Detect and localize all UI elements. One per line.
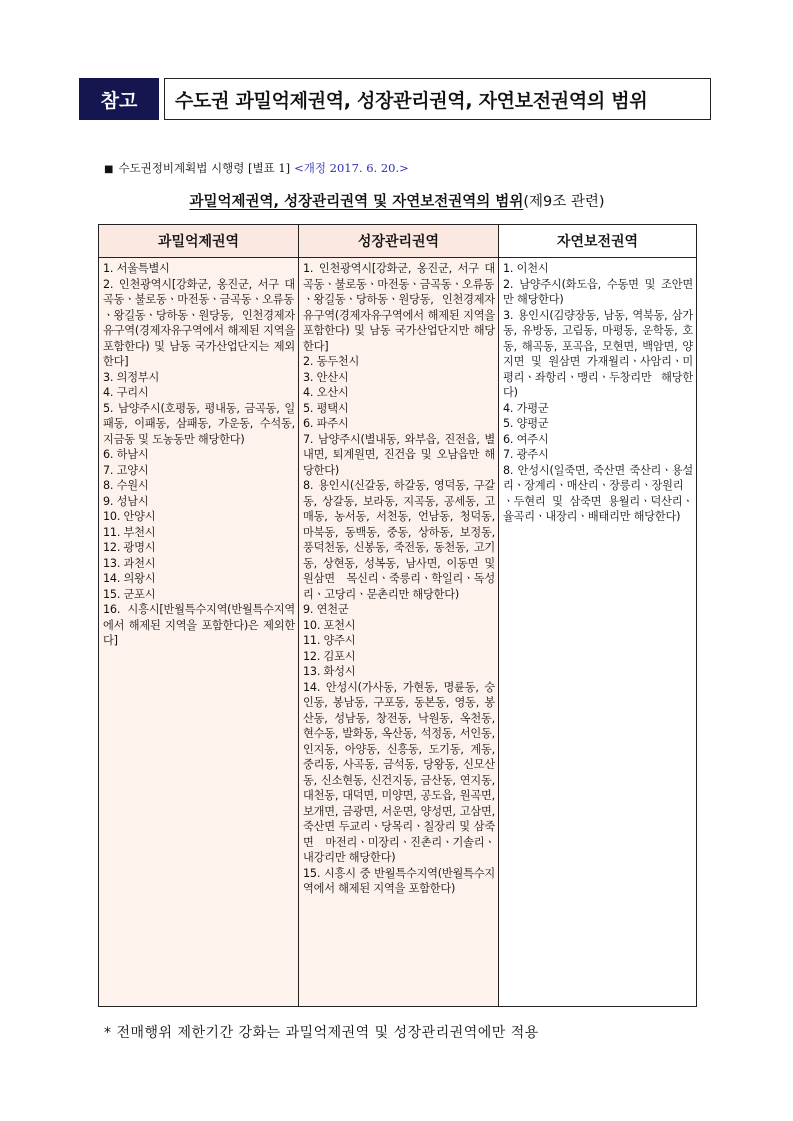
list-item: 7. 남양주시(별내동, 와부읍, 진전읍, 별내면, 퇴계원면, 진건읍 및 오남읍만 해당한다) <box>303 432 495 477</box>
list-item: 11. 양주시 <box>303 634 356 647</box>
header-nature-conservation: 자연보전권역 <box>499 225 697 258</box>
list-item: 5. 남양주시(호평동, 평내동, 금곡동, 일패동, 이패동, 삼패동, 가운동, 수석동, 지금동 및 도농동만 해당한다) <box>103 401 295 446</box>
revision-date: <개정 2017. 6. 20.> <box>294 161 409 175</box>
list-item: 2. 동두천시 <box>303 355 360 368</box>
overcrowding-list <box>103 261 295 649</box>
list-item: 10. 포천시 <box>303 618 356 632</box>
overcrowding-cell <box>99 258 299 1007</box>
list-item: 14. 의왕시 <box>103 572 156 585</box>
list-item: 1. 이천시 <box>503 262 549 275</box>
source-line <box>104 160 409 176</box>
list-item: 13. 화성시 <box>303 665 356 678</box>
list-item: 11. 부천시 <box>103 525 156 539</box>
region-table <box>98 224 697 1007</box>
list-item: 15. 시흥시 중 반월특수지역(반월특수지역에서 해제된 지역을 포함한다) <box>303 866 495 895</box>
list-item: 1. 서울특별시 <box>103 262 170 275</box>
header-overcrowding: 과밀억제권역 <box>99 225 299 258</box>
caption-note: (제9조 관련) <box>523 194 605 210</box>
reference-tag: 참고 <box>79 78 159 120</box>
list-item: 8. 안성시(일죽면, 죽산면 죽산리ㆍ용설리ㆍ장계리ㆍ매산리ㆍ장릉리ㆍ장원리ㆍ두현리 및 삼죽면 용월리ㆍ덕산리ㆍ율곡리ㆍ내장리ㆍ배태리만 해당한다) <box>503 463 693 523</box>
table-header-row <box>99 225 697 258</box>
list-item: 3. 용인시(김량장동, 남동, 역북동, 삼가동, 유방동, 고림동, 마평동, 운학동, 호동, 해곡동, 포곡읍, 모현면, 백암면, 양지면 및 원삼면 가재월리ㆍ사암리ㆍ미평리ㆍ좌항리ㆍ맹리ㆍ두창리만 해당한다) <box>503 308 693 399</box>
list-item: 5. 평택시 <box>303 401 349 415</box>
page-title: 수도권 과밀억제권역, 성장관리권역, 자연보전권역의 범위 <box>164 78 711 120</box>
list-item: 6. 여주시 <box>503 432 549 446</box>
list-item: 4. 오산시 <box>303 386 349 399</box>
list-item: 1. 인천광역시[강화군, 옹진군, 서구 대곡동ㆍ불로동ㆍ마전동ㆍ금곡동ㆍ오류동ㆍ왕길동ㆍ당하동ㆍ원당동, 인천경제자유구역(경제자유구역에서 해제된 지역을 포함한다) 및 남동 국가산업단지만 해당한다] <box>303 262 495 353</box>
list-item: 10. 안양시 <box>103 510 156 523</box>
table-row <box>99 258 697 1007</box>
caption-main: 과밀억제권역, 성장관리권역 및 자연보전권역의 범위 <box>189 194 524 210</box>
list-item: 9. 연천군 <box>303 603 349 616</box>
list-item: 15. 군포시 <box>103 587 156 601</box>
list-item: 14. 안성시(가사동, 가현동, 명륜동, 숭인동, 봉남동, 구포동, 동본동, 영동, 봉산동, 성남동, 창전동, 낙원동, 옥천동, 현수동, 발화동, 옥산동, 석정동, 서인동, 인지동, 아양동, 신흥동, 도기동, 계동, 중리동, 사곡동, 금석동, 당왕동, 신모산동, 신소현동, 신건지동, 금산동, 연지동, 대천동, 대덕면, 미양면, 공도읍, 원곡면, 보개면, 금광면, 서운면, 양성면, 고삼면, 죽산면 두교리ㆍ당목리ㆍ칠장리 및 삼죽면 마전리ㆍ미장리ㆍ진촌리ㆍ기솔리ㆍ내강리만 해당한다) <box>303 680 495 864</box>
footnote: * 전매행위 제한기간 강화는 과밀억제권역 및 성장관리권역에만 적용 <box>104 1025 539 1041</box>
nature-conservation-list <box>503 261 693 525</box>
list-item: 2. 인천광역시[강화군, 옹진군, 서구 대곡동ㆍ불로동ㆍ마전동ㆍ금곡동ㆍ오류동ㆍ왕길동ㆍ당하동ㆍ원당동, 인천경제자유구역(경제자유구역에서 해제된 지역을 포함한다) 및 남동 국가산업단지는 제외한다] <box>103 277 295 368</box>
nature-conservation-cell <box>499 258 697 1007</box>
list-item: 4. 구리시 <box>103 386 149 399</box>
table-caption <box>98 190 696 211</box>
list-item: 4. 가평군 <box>503 401 549 415</box>
list-item: 6. 파주시 <box>303 417 349 430</box>
law-reference: 수도권정비계획법 시행령 [별표 1] <box>118 161 291 175</box>
list-item: 9. 성남시 <box>103 494 149 508</box>
list-item: 5. 양평군 <box>503 417 549 430</box>
list-item: 6. 하남시 <box>103 448 149 461</box>
list-item: 7. 고양시 <box>103 463 149 477</box>
square-bullet-icon: ■ <box>104 164 114 175</box>
list-item: 12. 김포시 <box>303 649 356 663</box>
list-item: 12. 광명시 <box>103 541 156 554</box>
list-item: 8. 수원시 <box>103 479 149 492</box>
list-item: 2. 남양주시(화도읍, 수동면 및 조안면만 해당한다) <box>503 277 693 306</box>
growth-management-list <box>303 261 495 897</box>
list-item: 16. 시흥시[반월특수지역(반월특수지역에서 해제된 지역을 포함한다)은 제외한다] <box>103 603 295 647</box>
list-item: 3. 안산시 <box>303 370 349 384</box>
title-bar <box>79 78 711 120</box>
list-item: 8. 용인시(신갈동, 하갈동, 영덕동, 구갈동, 상갈동, 보라동, 지곡동, 공세동, 고매동, 농서동, 서천동, 언남동, 청덕동, 마북동, 동백동, 중동, 상하동, 보정동, 풍덕천동, 신봉동, 죽전동, 동천동, 고기동, 상현동, 성복동, 남사면, 이동면 및 원삼면 목신리ㆍ죽릉리ㆍ학일리ㆍ독성리ㆍ고당리ㆍ문촌리만 해당한다) <box>303 479 495 601</box>
growth-management-cell <box>299 258 499 1007</box>
list-item: 13. 과천시 <box>103 556 156 570</box>
header-growth-management: 성장관리권역 <box>299 225 499 258</box>
list-item: 7. 광주시 <box>503 448 549 461</box>
list-item: 3. 의정부시 <box>103 370 160 384</box>
